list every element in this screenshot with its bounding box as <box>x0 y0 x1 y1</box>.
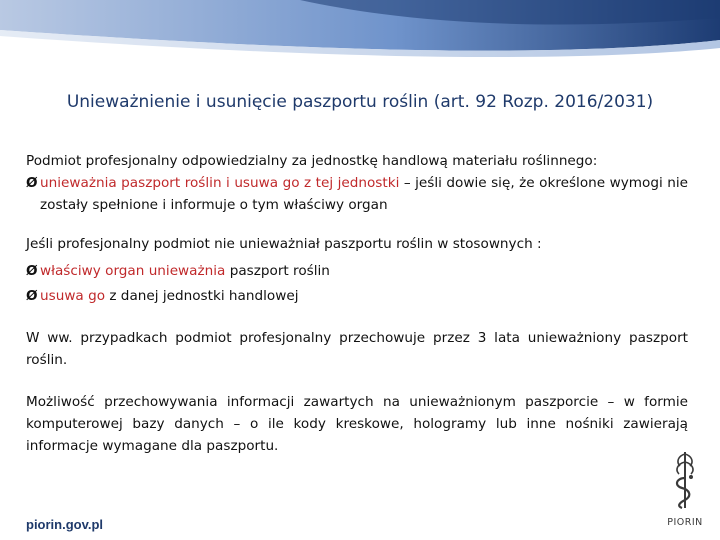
bullet-removes <box>26 285 688 307</box>
paragraph-2-intro: Jeśli profesjonalny podmiot nie unieważniał paszportu roślin w stosownych : <box>26 236 542 252</box>
banner-graphic <box>0 0 720 58</box>
bullet-authority-invalidates <box>26 260 688 282</box>
bullet-highlight: usuwa go <box>40 288 106 304</box>
bullet-text: z danej jednostki handlowej <box>105 288 299 304</box>
paragraph-3: W ww. przypadkach podmiot profesjonalny przechowuje przez 3 lata unieważniony paszport roślin. <box>26 330 688 368</box>
bullet-text: paszport roślin <box>225 263 330 279</box>
bullet-invalidates-passport <box>26 172 688 216</box>
top-banner <box>0 0 720 58</box>
arrow-bullet-icon: Ø <box>26 263 38 279</box>
arrow-bullet-icon: Ø <box>26 175 38 191</box>
bullet-highlight: właściwy organ unieważnia <box>40 263 226 279</box>
logo-text: PIORIN <box>667 517 703 528</box>
paragraph-4: Możliwość przechowywania informacji zawartych na unieważnionym paszporcie – w formie komputerowej bazy danych – o ile kody kreskowe, hologramy lub inne nośniki zawierają informacje wymagane dla paszportu. <box>26 394 688 454</box>
paragraph-1-intro: Podmiot profesjonalny odpowiedzialny za jednostkę handlową materiału roślinnego: <box>26 153 598 169</box>
arrow-bullet-icon: Ø <box>26 288 38 304</box>
piorin-logo <box>660 448 710 528</box>
bullet-highlight: unieważnia paszport roślin i usuwa go z tej jednostki <box>40 175 400 191</box>
slide-content <box>26 150 688 457</box>
caduceus-plant-icon <box>660 448 710 510</box>
bullet-text: – jeśli dowie się, że określone wymogi nie zostały spełnione i informuje o tym właściwy organ <box>40 175 688 213</box>
website-link[interactable]: piorin.gov.pl <box>26 517 104 532</box>
slide-title: Unieważnienie i usunięcie paszportu roślin (art. 92 Rozp. 2016/2031) <box>66 92 654 112</box>
